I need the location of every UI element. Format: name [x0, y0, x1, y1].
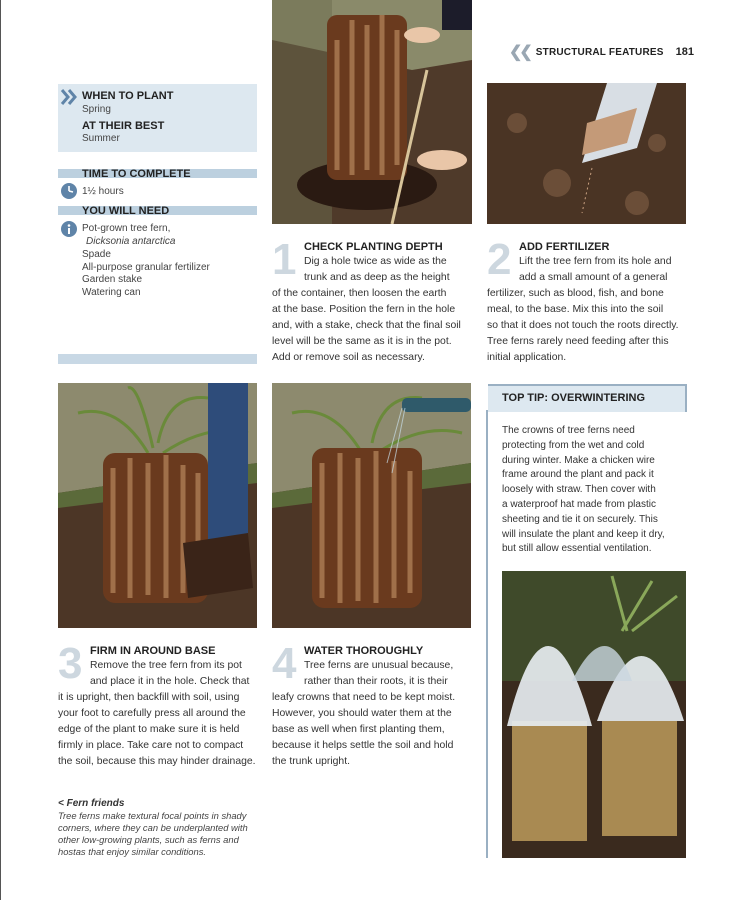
- step-line: so that it does not touch the roots directly.: [487, 320, 679, 331]
- step-line: because it helps settle the soil and hold: [272, 740, 454, 751]
- tip-line: sheeting and tie it on securely. This: [502, 513, 658, 525]
- page-number: 181: [675, 46, 694, 58]
- step-line: Add or remove soil as necessary.: [272, 352, 425, 363]
- step-title: FIRM IN AROUND BASE: [90, 645, 216, 657]
- when-to-plant-value: Spring: [82, 104, 111, 115]
- step-line: edge of the plant to make sure it is held: [58, 724, 240, 735]
- tip-line: will insulate the plant and keep it dry,: [502, 528, 665, 540]
- step-title: WATER THOROUGHLY: [304, 645, 424, 657]
- need-item: All-purpose granular fertilizer: [82, 262, 210, 273]
- step-line: your foot to carefully press all around the: [58, 708, 246, 719]
- clock-icon: [61, 183, 77, 199]
- tip-line: during winter. Make a chicken wire: [502, 454, 655, 466]
- caption-line: other low-growing plants, such as ferns and: [58, 834, 239, 845]
- step-line: leafy crowns that need to be kept moist.: [272, 692, 456, 703]
- step-line: fertilizer, such as blood, fish, and bone: [487, 288, 664, 299]
- tip-line: protecting from the wet and cold: [502, 439, 645, 451]
- step-line: rather than their roots, it is their: [304, 676, 448, 687]
- step-number: 4: [272, 639, 297, 688]
- at-their-best-label: AT THEIR BEST: [82, 120, 165, 132]
- step-line: trunk and as deep as the height: [304, 272, 450, 283]
- step-title: CHECK PLANTING DEPTH: [304, 241, 443, 253]
- step-line: add a small amount of a general: [519, 272, 668, 283]
- step-line: the trunk upright.: [272, 756, 350, 767]
- tip-line: The crowns of tree ferns need: [502, 425, 635, 436]
- step-line: Lift the tree fern from its hole and: [519, 256, 672, 267]
- step-line: the soil, because this may hinder drainage.: [58, 756, 256, 767]
- step-line: However, you should water them at the: [272, 708, 452, 719]
- step-line: meal, to the base. Mix this into the soil: [487, 304, 664, 315]
- step-number: 2: [487, 235, 512, 284]
- step-number: 1: [272, 235, 297, 284]
- need-label: YOU WILL NEED: [82, 205, 170, 217]
- step-line: Dig a hole twice as wide as the: [304, 256, 447, 267]
- at-their-best-value: Summer: [82, 133, 120, 144]
- need-item: Spade: [82, 249, 111, 260]
- time-label: TIME TO COMPLETE: [82, 168, 191, 180]
- running-header: [509, 42, 694, 62]
- tip-title: TOP TIP: OVERWINTERING: [502, 392, 646, 404]
- step-line: Remove the tree fern from its pot: [90, 660, 242, 671]
- step-line: and place it in the hole. Check that: [90, 676, 250, 687]
- step-line: initial application.: [487, 352, 567, 363]
- photo-water: [272, 383, 471, 628]
- chevron-right-icon: [60, 88, 78, 106]
- info-panel-footer-bar: [58, 354, 257, 364]
- caption-title: < Fern friends: [58, 798, 125, 809]
- caption-body: [58, 810, 258, 858]
- step-line: it is upright, then backfill with soil, using: [58, 692, 240, 703]
- time-value: 1½ hours: [82, 186, 124, 197]
- tip-border: [486, 410, 488, 858]
- step-title: ADD FERTILIZER: [519, 241, 610, 253]
- caption-line: hostas that enjoy similar conditions.: [58, 846, 206, 857]
- when-to-plant-label: WHEN TO PLANT: [82, 90, 174, 102]
- step-number: 3: [58, 639, 83, 688]
- tip-line: frame around the plant and pack it: [502, 469, 654, 481]
- page-edge: [0, 0, 1, 900]
- need-item: Pot-grown tree fern,: [82, 223, 171, 234]
- step-line: of the container, then loosen the earth: [272, 288, 447, 299]
- step-line: firmly in place. Take care not to compact: [58, 740, 244, 751]
- need-item: Garden stake: [82, 274, 143, 285]
- tip-line: but still allow essential ventilation.: [502, 543, 652, 555]
- caption-line: corners, where they can be underplanted with: [58, 822, 248, 833]
- caption-line: Tree ferns make textural focal points in shady: [58, 810, 247, 821]
- tip-body: [502, 424, 678, 557]
- tip-line: loosely with straw. Then cover with: [502, 484, 656, 496]
- chevron-left-icon: ❮❮: [508, 44, 530, 61]
- step-line: Tree ferns rarely need feeding after this: [487, 336, 669, 347]
- photo-add-fertilizer: [487, 83, 686, 224]
- step-line: and, with a stake, check that the final soil: [272, 320, 461, 331]
- step-line: level will be the same as it is in the pot.: [272, 336, 452, 347]
- info-icon: [61, 221, 77, 237]
- section-title: STRUCTURAL FEATURES: [535, 46, 664, 58]
- need-item: Watering can: [82, 287, 141, 298]
- step-line: Tree ferns are unusual because,: [304, 660, 454, 671]
- photo-firm-in: [58, 383, 257, 628]
- photo-check-depth: [272, 0, 472, 224]
- step-line: base as well when first planting them,: [272, 724, 445, 735]
- photo-overwintering: [502, 571, 686, 858]
- tip-line: a waterproof hat made from plastic: [502, 498, 656, 510]
- step-line: at the base. Position the fern in the hole: [272, 304, 456, 315]
- need-item: Dicksonia antarctica: [86, 236, 176, 247]
